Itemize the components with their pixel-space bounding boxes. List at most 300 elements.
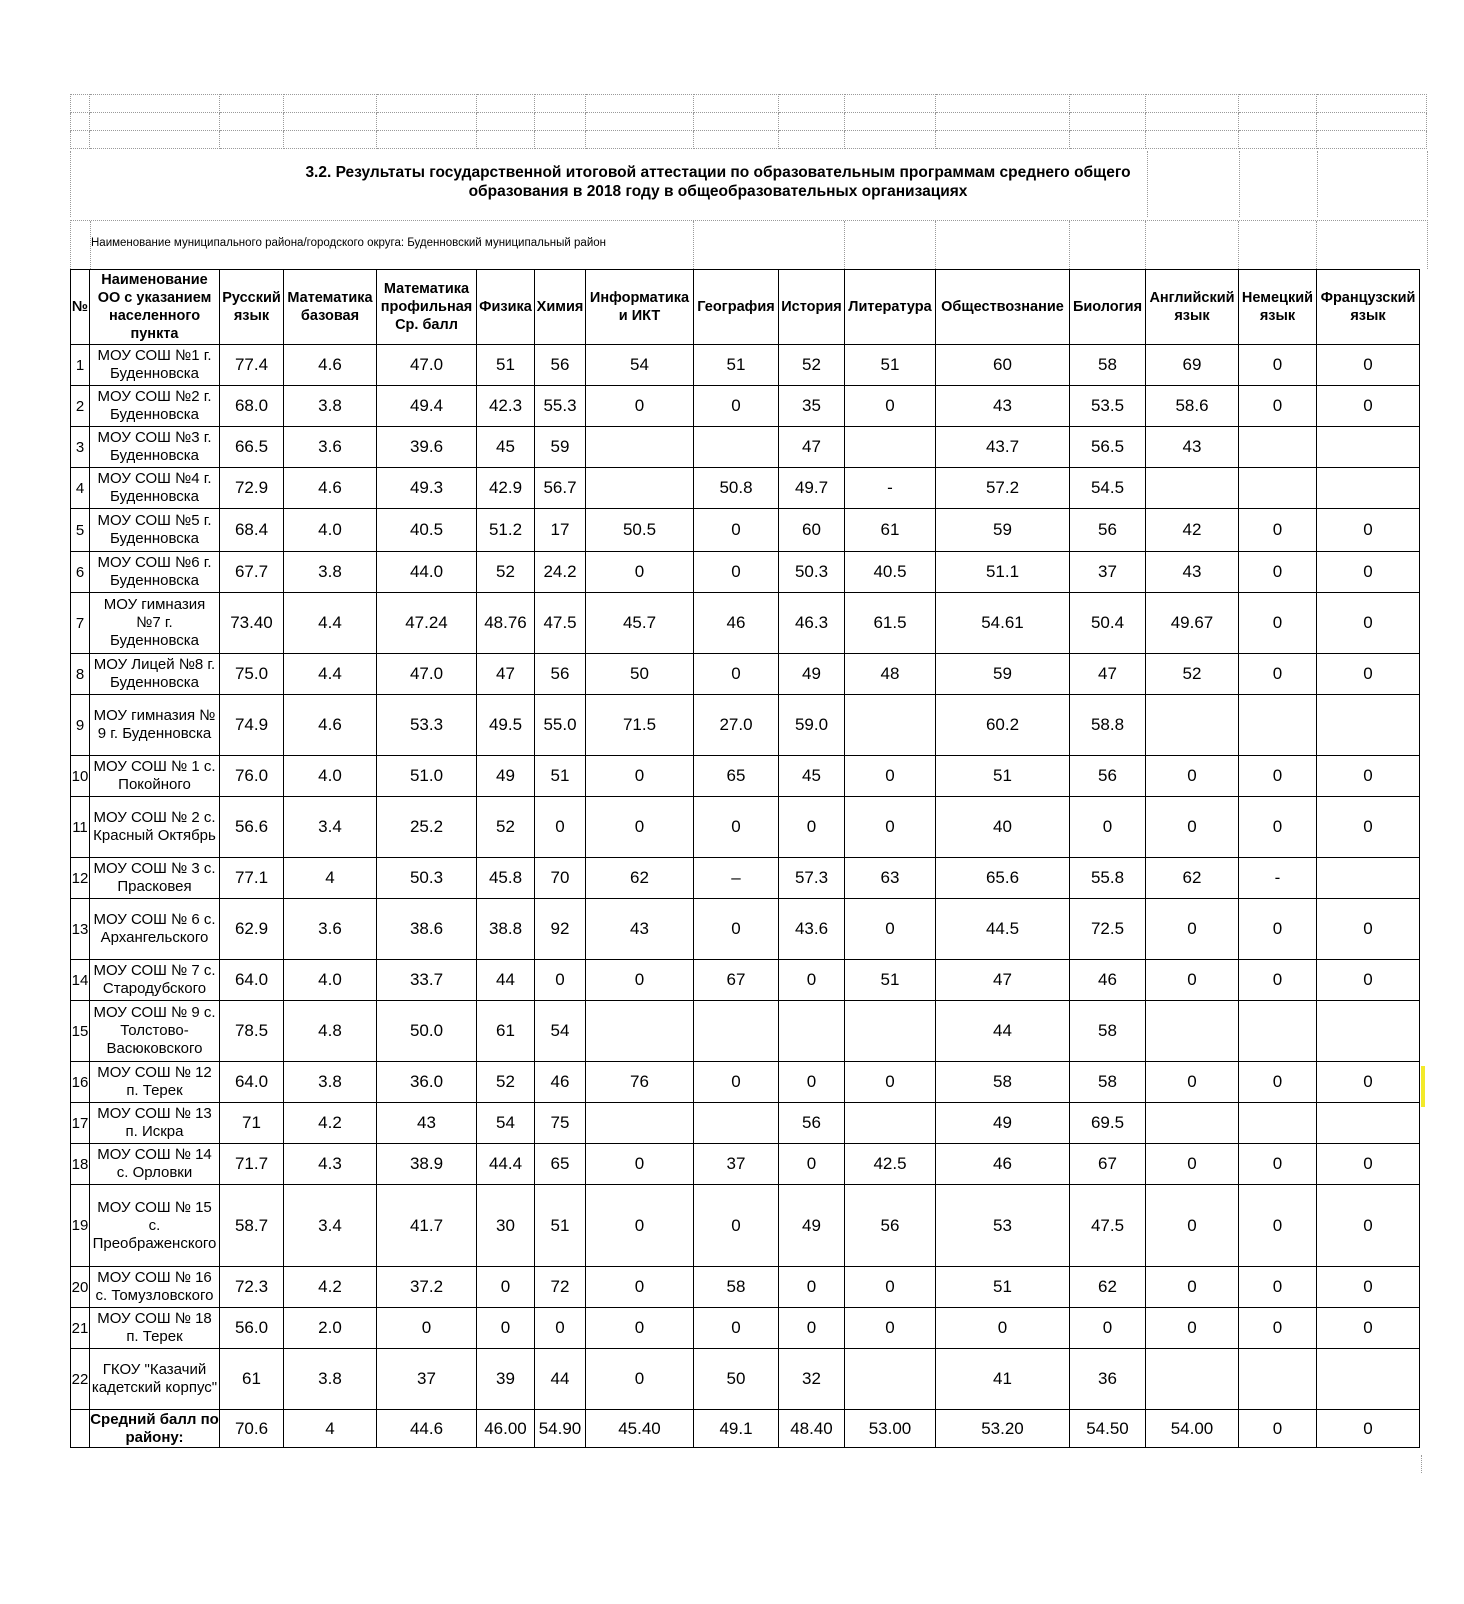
score-cell: 70.6 bbox=[220, 1410, 284, 1448]
score-cell: 4.6 bbox=[284, 695, 377, 756]
dotted-guide bbox=[1421, 1455, 1422, 1473]
score-cell: 52 bbox=[477, 797, 535, 858]
score-cell: 58.7 bbox=[220, 1185, 284, 1267]
score-cell bbox=[1239, 1349, 1317, 1410]
score-cell: 71.5 bbox=[586, 695, 694, 756]
score-cell: – bbox=[694, 858, 779, 899]
score-cell: 54.90 bbox=[535, 1410, 586, 1448]
score-cell: 53.3 bbox=[377, 695, 477, 756]
school-name: ГКОУ "Казачий кадетский корпус" bbox=[90, 1349, 220, 1410]
score-cell: 0 bbox=[1239, 899, 1317, 960]
school-name: МОУ СОШ № 18 п. Терек bbox=[90, 1308, 220, 1349]
score-cell: 56 bbox=[535, 345, 586, 386]
score-cell: 40 bbox=[936, 797, 1070, 858]
score-cell: 0 bbox=[845, 1062, 936, 1103]
score-cell: 0 bbox=[779, 1062, 845, 1103]
score-cell bbox=[1317, 427, 1420, 468]
score-cell: 67 bbox=[694, 960, 779, 1001]
table-row bbox=[71, 1103, 1420, 1144]
score-cell: 0 bbox=[1146, 1185, 1239, 1267]
score-cell: 44.5 bbox=[936, 899, 1070, 960]
score-cell: 27.0 bbox=[694, 695, 779, 756]
score-cell: 54 bbox=[535, 1001, 586, 1062]
score-cell: 44.6 bbox=[377, 1410, 477, 1448]
row-number: 13 bbox=[71, 899, 90, 960]
score-cell: 0 bbox=[1146, 1062, 1239, 1103]
school-name: МОУ СОШ № 13 п. Искра bbox=[90, 1103, 220, 1144]
results-table bbox=[70, 269, 1420, 1448]
score-cell: 0 bbox=[1317, 756, 1420, 797]
score-cell: - bbox=[845, 468, 936, 509]
row-number: 10 bbox=[71, 756, 90, 797]
table-row bbox=[71, 386, 1420, 427]
score-cell: 0 bbox=[1146, 797, 1239, 858]
score-cell: 0 bbox=[1070, 1308, 1146, 1349]
score-cell: 56 bbox=[1070, 756, 1146, 797]
score-cell: 76 bbox=[586, 1062, 694, 1103]
score-cell: 43 bbox=[1146, 427, 1239, 468]
title-section bbox=[70, 151, 1428, 217]
score-cell: 0 bbox=[845, 1267, 936, 1308]
score-cell bbox=[1317, 1001, 1420, 1062]
score-cell: 52 bbox=[477, 1062, 535, 1103]
score-cell: 48 bbox=[845, 654, 936, 695]
table-row bbox=[71, 1144, 1420, 1185]
score-cell: 3.4 bbox=[284, 797, 377, 858]
score-cell: 49.3 bbox=[377, 468, 477, 509]
score-cell: 0 bbox=[1239, 960, 1317, 1001]
score-cell: 45.7 bbox=[586, 593, 694, 654]
score-cell: 49.5 bbox=[477, 695, 535, 756]
header-cell: География bbox=[694, 270, 779, 345]
score-cell: 69 bbox=[1146, 345, 1239, 386]
score-cell: 59 bbox=[936, 654, 1070, 695]
score-cell: 0 bbox=[779, 797, 845, 858]
row-number: 6 bbox=[71, 552, 90, 593]
score-cell: 0 bbox=[586, 1267, 694, 1308]
score-cell: 24.2 bbox=[535, 552, 586, 593]
score-cell: 53.5 bbox=[1070, 386, 1146, 427]
header-cell: Английский язык bbox=[1146, 270, 1239, 345]
score-cell: 51 bbox=[936, 1267, 1070, 1308]
header-cell: Литература bbox=[845, 270, 936, 345]
score-cell: 0 bbox=[1317, 1410, 1420, 1448]
score-cell: 58 bbox=[1070, 1001, 1146, 1062]
score-cell: 56.7 bbox=[535, 468, 586, 509]
score-cell: - bbox=[1239, 858, 1317, 899]
score-cell bbox=[694, 1001, 779, 1062]
score-cell: 0 bbox=[1146, 1267, 1239, 1308]
score-cell: 0 bbox=[1317, 509, 1420, 552]
score-cell: 40.5 bbox=[377, 509, 477, 552]
score-cell: 71.7 bbox=[220, 1144, 284, 1185]
score-cell: 56 bbox=[535, 654, 586, 695]
score-cell: 4.2 bbox=[284, 1267, 377, 1308]
score-cell: 4.4 bbox=[284, 593, 377, 654]
score-cell: 62.9 bbox=[220, 899, 284, 960]
score-cell: 56 bbox=[845, 1185, 936, 1267]
header-cell: Русский язык bbox=[220, 270, 284, 345]
score-cell: 51 bbox=[936, 756, 1070, 797]
table-row bbox=[71, 1308, 1420, 1349]
score-cell: 0 bbox=[1317, 1185, 1420, 1267]
score-cell: 51 bbox=[535, 756, 586, 797]
score-cell bbox=[1239, 468, 1317, 509]
score-cell: 67 bbox=[1070, 1144, 1146, 1185]
score-cell: 60 bbox=[936, 345, 1070, 386]
table-row bbox=[71, 1062, 1420, 1103]
score-cell: 36.0 bbox=[377, 1062, 477, 1103]
score-cell: 4 bbox=[284, 858, 377, 899]
score-cell: 51 bbox=[535, 1185, 586, 1267]
score-cell: 0 bbox=[1239, 654, 1317, 695]
score-cell: 43 bbox=[377, 1103, 477, 1144]
table-row bbox=[71, 654, 1420, 695]
score-cell: 37 bbox=[377, 1349, 477, 1410]
score-cell bbox=[1239, 1001, 1317, 1062]
score-cell: 51.2 bbox=[477, 509, 535, 552]
score-cell bbox=[1239, 695, 1317, 756]
row-number: 8 bbox=[71, 654, 90, 695]
school-name: МОУ СОШ № 15 с. Преображенского bbox=[90, 1185, 220, 1267]
score-cell: 50.0 bbox=[377, 1001, 477, 1062]
score-cell: 0 bbox=[845, 1308, 936, 1349]
score-cell: 65 bbox=[535, 1144, 586, 1185]
score-cell: 49.7 bbox=[779, 468, 845, 509]
score-cell: 56.5 bbox=[1070, 427, 1146, 468]
score-cell bbox=[1317, 695, 1420, 756]
school-name: МОУ гимназия № 9 г. Буденновска bbox=[90, 695, 220, 756]
school-name: МОУ СОШ № 2 с. Красный Октябрь bbox=[90, 797, 220, 858]
header-cell: Наименование ОО с указанием населенного пункта bbox=[90, 270, 220, 345]
score-cell bbox=[1317, 1103, 1420, 1144]
score-cell: 72 bbox=[535, 1267, 586, 1308]
empty-row bbox=[71, 131, 1427, 149]
score-cell: 72.9 bbox=[220, 468, 284, 509]
score-cell: 0 bbox=[1239, 756, 1317, 797]
score-cell: 50.3 bbox=[377, 858, 477, 899]
school-name: Средний балл по району: bbox=[90, 1410, 219, 1446]
score-cell: 57.2 bbox=[936, 468, 1070, 509]
score-cell: 46 bbox=[535, 1062, 586, 1103]
header-cell: Математика базовая bbox=[284, 270, 377, 345]
score-cell bbox=[1146, 1001, 1239, 1062]
score-cell: 49 bbox=[936, 1103, 1070, 1144]
score-cell: 54 bbox=[586, 345, 694, 386]
score-cell: 63 bbox=[845, 858, 936, 899]
report-title: 3.2. Результаты государственной итоговой аттестации по образовательным программам среднего общего образования в 2018 году в общеобразовательных организациях bbox=[305, 164, 1131, 200]
score-cell: 43 bbox=[936, 386, 1070, 427]
score-cell: 61 bbox=[220, 1349, 284, 1410]
score-cell: 56.0 bbox=[220, 1308, 284, 1349]
row-number: 5 bbox=[71, 509, 90, 552]
score-cell: 0 bbox=[1239, 1410, 1317, 1448]
score-cell: 44.0 bbox=[377, 552, 477, 593]
score-cell: 38.8 bbox=[477, 899, 535, 960]
score-cell bbox=[1317, 468, 1420, 509]
score-cell: 59.0 bbox=[779, 695, 845, 756]
score-cell: 54.50 bbox=[1070, 1410, 1146, 1448]
score-cell bbox=[1146, 468, 1239, 509]
score-cell: 3.6 bbox=[284, 427, 377, 468]
score-cell: 0 bbox=[1317, 1144, 1420, 1185]
score-cell: 0 bbox=[694, 1308, 779, 1349]
table-row bbox=[71, 1185, 1420, 1267]
score-cell: 75.0 bbox=[220, 654, 284, 695]
score-cell: 4 bbox=[284, 1410, 377, 1448]
score-cell: 55.8 bbox=[1070, 858, 1146, 899]
score-cell: 49 bbox=[477, 756, 535, 797]
score-cell: 0 bbox=[1317, 345, 1420, 386]
score-cell bbox=[1146, 695, 1239, 756]
score-cell: 0 bbox=[1317, 1062, 1420, 1103]
school-name: МОУ СОШ № 3 с. Прасковея bbox=[90, 858, 220, 899]
municipality-section bbox=[70, 220, 1428, 269]
score-cell bbox=[779, 1001, 845, 1062]
score-cell: 0 bbox=[1239, 1062, 1317, 1103]
table-row bbox=[71, 756, 1420, 797]
score-cell: 59 bbox=[535, 427, 586, 468]
score-cell: 0 bbox=[845, 756, 936, 797]
score-cell: 47 bbox=[779, 427, 845, 468]
score-cell: 0 bbox=[1070, 797, 1146, 858]
score-cell: 58 bbox=[1070, 345, 1146, 386]
row-number: 18 bbox=[71, 1144, 90, 1185]
score-cell: 0 bbox=[694, 1185, 779, 1267]
header-cell: Химия bbox=[535, 270, 586, 345]
score-cell: 0 bbox=[694, 386, 779, 427]
score-cell: 47.0 bbox=[377, 345, 477, 386]
score-cell: 33.7 bbox=[377, 960, 477, 1001]
school-name: МОУ СОШ № 9 с. Толстово-Васюковского bbox=[90, 1001, 220, 1062]
school-name: МОУ Лицей №8 г. Буденновска bbox=[90, 654, 220, 695]
row-number: 15 bbox=[71, 1001, 90, 1062]
score-cell: 51 bbox=[845, 960, 936, 1001]
score-cell: 0 bbox=[586, 960, 694, 1001]
row-number: 19 bbox=[71, 1185, 90, 1267]
score-cell: 71 bbox=[220, 1103, 284, 1144]
score-cell: 48.40 bbox=[779, 1410, 845, 1448]
score-cell: 46.00 bbox=[477, 1410, 535, 1448]
score-cell: 0 bbox=[1239, 1267, 1317, 1308]
score-cell: 0 bbox=[586, 1349, 694, 1410]
score-cell bbox=[1146, 1349, 1239, 1410]
header-row bbox=[71, 270, 1420, 345]
row-number: 3 bbox=[71, 427, 90, 468]
score-cell: 0 bbox=[1146, 960, 1239, 1001]
score-cell: 0 bbox=[779, 1267, 845, 1308]
empty-row bbox=[71, 113, 1427, 131]
score-cell: 61.5 bbox=[845, 593, 936, 654]
header-cell: Информатика и ИКТ bbox=[586, 270, 694, 345]
score-cell: 54.5 bbox=[1070, 468, 1146, 509]
cell-highlight-mark bbox=[1421, 1066, 1425, 1107]
school-name: МОУ СОШ №2 г. Буденновска bbox=[90, 386, 220, 427]
score-cell: 50 bbox=[586, 654, 694, 695]
score-cell: 44 bbox=[936, 1001, 1070, 1062]
score-cell: 45 bbox=[477, 427, 535, 468]
score-cell: 65 bbox=[694, 756, 779, 797]
score-cell: 4.4 bbox=[284, 654, 377, 695]
score-cell: 67.7 bbox=[220, 552, 284, 593]
row-number: 16 bbox=[71, 1062, 90, 1103]
header-cell: История bbox=[779, 270, 845, 345]
score-cell: 0 bbox=[1317, 1308, 1420, 1349]
score-cell: 46 bbox=[936, 1144, 1070, 1185]
score-cell: 3.6 bbox=[284, 899, 377, 960]
score-cell: 58.8 bbox=[1070, 695, 1146, 756]
table-row bbox=[71, 552, 1420, 593]
school-name: МОУ СОШ № 1 с. Покойного bbox=[90, 756, 220, 797]
score-cell: 0 bbox=[1239, 1308, 1317, 1349]
score-cell: 30 bbox=[477, 1185, 535, 1267]
score-cell bbox=[586, 1103, 694, 1144]
score-cell: 61 bbox=[845, 509, 936, 552]
score-cell: 0 bbox=[1146, 756, 1239, 797]
average-row bbox=[71, 1410, 1420, 1448]
score-cell: 0 bbox=[1146, 1144, 1239, 1185]
school-name: МОУ СОШ №6 г. Буденновска bbox=[90, 552, 220, 593]
score-cell: 53.00 bbox=[845, 1410, 936, 1448]
score-cell bbox=[1239, 427, 1317, 468]
score-cell: 4.2 bbox=[284, 1103, 377, 1144]
score-cell bbox=[845, 1349, 936, 1410]
score-cell: 74.9 bbox=[220, 695, 284, 756]
score-cell: 46.3 bbox=[779, 593, 845, 654]
score-cell: 0 bbox=[779, 960, 845, 1001]
score-cell: 45.8 bbox=[477, 858, 535, 899]
score-cell: 68.4 bbox=[220, 509, 284, 552]
score-cell: 48.76 bbox=[477, 593, 535, 654]
score-cell: 4.8 bbox=[284, 1001, 377, 1062]
score-cell: 0 bbox=[586, 756, 694, 797]
score-cell: 3.8 bbox=[284, 552, 377, 593]
score-cell bbox=[845, 1001, 936, 1062]
score-cell: 0 bbox=[1239, 797, 1317, 858]
score-cell: 51.0 bbox=[377, 756, 477, 797]
score-cell: 0 bbox=[477, 1308, 535, 1349]
school-name: МОУ СОШ № 7 с. Стародубского bbox=[90, 960, 220, 1001]
score-cell: 0 bbox=[694, 509, 779, 552]
score-cell: 0 bbox=[845, 386, 936, 427]
score-cell: 53.20 bbox=[936, 1410, 1070, 1448]
row-number: 7 bbox=[71, 593, 90, 654]
score-cell: 0 bbox=[535, 797, 586, 858]
score-cell: 51 bbox=[477, 345, 535, 386]
row-number: 2 bbox=[71, 386, 90, 427]
score-cell: 72.5 bbox=[1070, 899, 1146, 960]
score-cell: 47 bbox=[1070, 654, 1146, 695]
score-cell: 0 bbox=[1317, 386, 1420, 427]
score-cell: 36 bbox=[1070, 1349, 1146, 1410]
table-row bbox=[71, 797, 1420, 858]
score-cell: 2.0 bbox=[284, 1308, 377, 1349]
score-cell: 0 bbox=[1317, 960, 1420, 1001]
score-cell: 4.6 bbox=[284, 468, 377, 509]
score-cell: 0 bbox=[845, 797, 936, 858]
header-cell: Математика профильная Ср. балл bbox=[377, 270, 477, 345]
score-cell bbox=[586, 468, 694, 509]
table-row bbox=[71, 593, 1420, 654]
score-cell: 42 bbox=[1146, 509, 1239, 552]
table-row bbox=[71, 1001, 1420, 1062]
score-cell bbox=[845, 427, 936, 468]
score-cell: 75 bbox=[535, 1103, 586, 1144]
score-cell: 49.1 bbox=[694, 1410, 779, 1448]
score-cell: 0 bbox=[1239, 386, 1317, 427]
score-cell: 39.6 bbox=[377, 427, 477, 468]
score-cell: 58 bbox=[936, 1062, 1070, 1103]
score-cell: 0 bbox=[1317, 1267, 1420, 1308]
score-cell: 49 bbox=[779, 1185, 845, 1267]
score-cell: 43.7 bbox=[936, 427, 1070, 468]
score-cell bbox=[694, 1103, 779, 1144]
score-cell: 0 bbox=[936, 1308, 1070, 1349]
score-cell: 0 bbox=[1239, 509, 1317, 552]
row-number bbox=[71, 1410, 90, 1448]
score-cell: 25.2 bbox=[377, 797, 477, 858]
score-cell: 39 bbox=[477, 1349, 535, 1410]
table-row bbox=[71, 345, 1420, 386]
score-cell: 78.5 bbox=[220, 1001, 284, 1062]
score-cell bbox=[845, 695, 936, 756]
score-cell: 0 bbox=[1317, 593, 1420, 654]
header-cell: Биология bbox=[1070, 270, 1146, 345]
header-cell: Немецкий язык bbox=[1239, 270, 1317, 345]
score-cell: 47 bbox=[477, 654, 535, 695]
score-cell: 50 bbox=[694, 1349, 779, 1410]
score-cell: 0 bbox=[586, 797, 694, 858]
score-cell: 45.40 bbox=[586, 1410, 694, 1448]
score-cell: 49 bbox=[779, 654, 845, 695]
score-cell: 51.1 bbox=[936, 552, 1070, 593]
school-name: МОУ СОШ № 14 с. Орловки bbox=[90, 1144, 220, 1185]
school-name: МОУ СОШ №5 г. Буденновска bbox=[90, 509, 220, 552]
score-cell: 42.3 bbox=[477, 386, 535, 427]
score-cell: 0 bbox=[845, 899, 936, 960]
score-cell: 0 bbox=[586, 386, 694, 427]
school-name: МОУ СОШ № 6 с. Архангельского bbox=[90, 899, 220, 960]
score-cell: 49.67 bbox=[1146, 593, 1239, 654]
score-cell: 0 bbox=[779, 1144, 845, 1185]
score-cell: 62 bbox=[1146, 858, 1239, 899]
row-number: 21 bbox=[71, 1308, 90, 1349]
score-cell: 50.3 bbox=[779, 552, 845, 593]
school-name: МОУ СОШ №3 г. Буденновска bbox=[90, 427, 220, 468]
score-cell: 49.4 bbox=[377, 386, 477, 427]
score-cell bbox=[1146, 1103, 1239, 1144]
score-cell: 58 bbox=[694, 1267, 779, 1308]
score-cell: 43.6 bbox=[779, 899, 845, 960]
score-cell: 42.5 bbox=[845, 1144, 936, 1185]
score-cell: 38.9 bbox=[377, 1144, 477, 1185]
school-name: МОУ СОШ № 12 п. Терек bbox=[90, 1062, 220, 1103]
score-cell: 70 bbox=[535, 858, 586, 899]
score-cell: 0 bbox=[1317, 797, 1420, 858]
score-cell: 60 bbox=[779, 509, 845, 552]
score-cell bbox=[1317, 858, 1420, 899]
score-cell: 0 bbox=[1239, 1185, 1317, 1267]
score-cell: 41.7 bbox=[377, 1185, 477, 1267]
score-cell: 65.6 bbox=[936, 858, 1070, 899]
score-cell: 0 bbox=[535, 960, 586, 1001]
score-cell bbox=[586, 1001, 694, 1062]
table-row bbox=[71, 509, 1420, 552]
score-cell: 4.0 bbox=[284, 509, 377, 552]
score-cell: 54.00 bbox=[1146, 1410, 1239, 1448]
score-cell: 61 bbox=[477, 1001, 535, 1062]
score-cell: 51 bbox=[845, 345, 936, 386]
